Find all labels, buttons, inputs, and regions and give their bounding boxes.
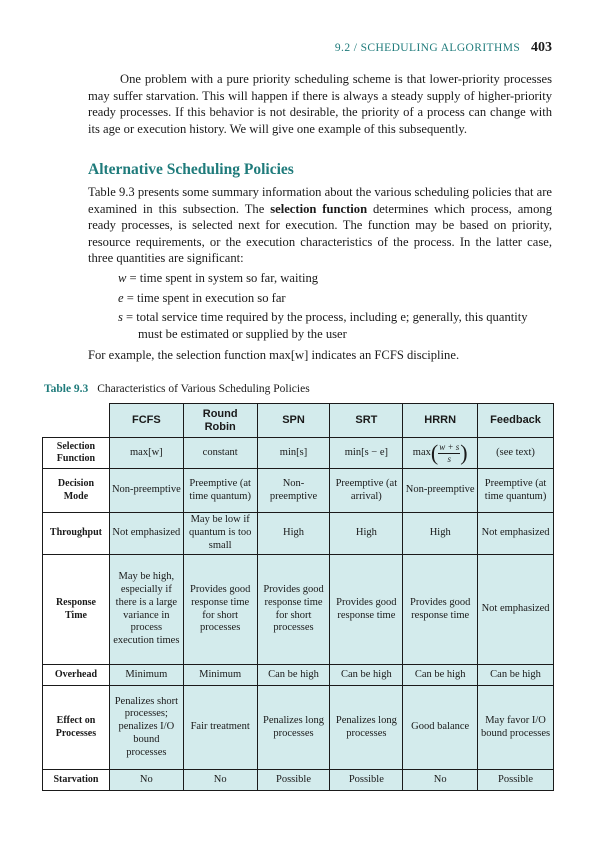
paragraph-selection-function: [88, 184, 552, 267]
table-cell: Provides good response time for short processes: [257, 555, 330, 665]
corner-cell: [43, 404, 110, 438]
row-label: Response Time: [43, 555, 110, 665]
hrrn-formula: max ( $\frac{w + s}{s}$ ): [412, 440, 468, 465]
table-cell: Can be high: [478, 665, 554, 686]
table-row: [43, 770, 554, 791]
table-row: [43, 469, 554, 513]
col-hrrn: HRRN: [403, 404, 478, 438]
quantity-s: s = total service time required by the process, including e; generally, this quantity must be estimated or supplied by the user: [118, 310, 528, 341]
row-label: Decision Mode: [43, 469, 110, 513]
table-cell: Preemptive (at time quantum): [478, 469, 554, 513]
table-cell: No: [109, 770, 183, 791]
table-cell: Minimum: [109, 665, 183, 686]
table-cell: Good balance: [403, 686, 478, 770]
table-cell: Possible: [478, 770, 554, 791]
table-cell: Possible: [330, 770, 403, 791]
table-row: [43, 686, 554, 770]
formula-numerator: w + s: [439, 441, 460, 452]
table-number: Table 9.3: [44, 383, 89, 395]
table-cell: Not emphasized: [478, 555, 554, 665]
table-row: [43, 665, 554, 686]
table-cell: Penalizes long processes: [330, 686, 403, 770]
quantity-w: w = time spent in system so far, waiting: [118, 271, 319, 285]
section-heading: Alternative Scheduling Policies: [88, 161, 294, 178]
quantity-e: e = time spent in execution so far: [118, 290, 286, 305]
table-cell: No: [183, 770, 257, 791]
table-row: [43, 555, 554, 665]
table-cell: Possible: [257, 770, 330, 791]
table-cell: May be high, especially if there is a large variance in process execution times: [109, 555, 183, 665]
table-cell: Fair treatment: [183, 686, 257, 770]
row-label: Throughput: [43, 513, 110, 555]
section-title: 9.2 / SCHEDULING ALGORITHMS: [334, 42, 521, 54]
table-cell: Provides good response time: [330, 555, 403, 665]
row-label: Effect on Processes: [43, 686, 110, 770]
formula-denominator: s: [447, 453, 451, 464]
term-selection-function: selection function: [270, 201, 368, 216]
paragraph-fcfs-example: For example, the selection function max[w] indicates an FCFS discipline.: [88, 348, 460, 362]
col-fcfs: FCFS: [109, 404, 183, 438]
col-srt: SRT: [330, 404, 403, 438]
col-round-robin: Round Robin: [183, 404, 257, 438]
table-cell: constant: [183, 438, 257, 469]
table-cell: Can be high: [330, 665, 403, 686]
col-feedback: Feedback: [478, 404, 554, 438]
table-cell: Minimum: [183, 665, 257, 686]
table-cell: Provides good response time: [403, 555, 478, 665]
table-cell: Non-preemptive: [109, 469, 183, 513]
running-header: [88, 40, 552, 56]
formula-max: max: [412, 446, 431, 458]
table-row: [43, 438, 554, 469]
table-cell: Non-preemptive: [403, 469, 478, 513]
table-cell: High: [257, 513, 330, 555]
row-label: Selection Function: [43, 438, 110, 469]
table-cell: Not emphasized: [109, 513, 183, 555]
table-cell: (see text): [478, 438, 554, 469]
row-label: Starvation: [43, 770, 110, 791]
paragraph-starvation: One problem with a pure priority scheduling scheme is that lower-priority processes may suffer starvation. This will happen if there is always a steady supply of higher-priority ready processes. If this behavior is not desirable, the priority of a process can change with its age or execution history. We will give one example of this subsequently.: [88, 72, 552, 136]
row-label: Overhead: [43, 665, 110, 686]
table-cell: min[s − e]: [330, 438, 403, 469]
table-cell: Provides good response time for short processes: [183, 555, 257, 665]
table-caption: [44, 383, 310, 395]
quantity-list: [118, 270, 552, 345]
col-spn: SPN: [257, 404, 330, 438]
scheduling-policies-table: [42, 403, 554, 791]
table-cell: Can be high: [403, 665, 478, 686]
table-cell: Non-preemptive: [257, 469, 330, 513]
table-cell: May favor I/O bound processes: [478, 686, 554, 770]
table-cell: High: [403, 513, 478, 555]
table-cell-hrrn-formula: [403, 438, 478, 469]
table-row: [43, 513, 554, 555]
table-cell: Penalizes short processes; penalizes I/O bound processes: [109, 686, 183, 770]
table-cell: May be low if quantum is too small: [183, 513, 257, 555]
table-header-row: [43, 404, 554, 438]
page-number: 403: [531, 40, 552, 55]
table-cell: max[w]: [109, 438, 183, 469]
para2-text-b: determines which process, among ready processes, is selected next for execution. The function may be based on priority, resource requirements, or the execution characteristics of the process. In the latter case, three quantities are significant:: [88, 201, 552, 265]
table-cell: min[s]: [257, 438, 330, 469]
para2-text-a: Table 9.3 presents some summary information about the various scheduling policies that are examined in this subsection. The: [88, 185, 552, 216]
table-cell: No: [403, 770, 478, 791]
table-cell: Preemptive (at arrival): [330, 469, 403, 513]
table-cell: Not emphasized: [478, 513, 554, 555]
table-cell: Can be high: [257, 665, 330, 686]
table-cell: Penalizes long processes: [257, 686, 330, 770]
table-cell: High: [330, 513, 403, 555]
table-title: Characteristics of Various Scheduling Policies: [97, 383, 310, 395]
table-cell: Preemptive (at time quantum): [183, 469, 257, 513]
